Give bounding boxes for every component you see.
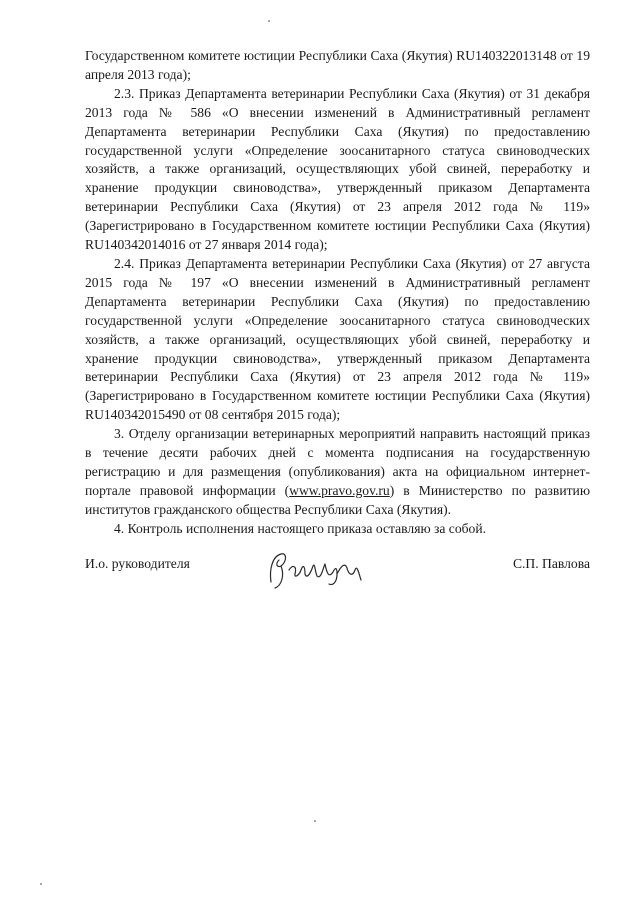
paragraph-3-text-after: ) в Министерство по развитию институтов гражданского общества Республики Саха (Якутия). bbox=[85, 482, 590, 517]
scan-speck bbox=[268, 20, 270, 22]
signature-block bbox=[85, 546, 590, 596]
pravo-link[interactable]: www.pravo.gov.ru bbox=[289, 482, 390, 498]
paragraph-2-3: 2.3. Приказ Департамента ветеринарии Республики Саха (Якутия) от 31 декабря 2013 года № 586 «О внесении изменений в Административный регламент Департамента ветеринарии Республики Саха (Якутия) по предоставлению государственной услуги «Определение зоосанитарного статуса свиноводческих хозяйств, а также организаций, осуществляющих убой свиней, переработку и хранение продукции свиноводства», утвержденный приказом Департамента ветеринарии Республики Саха (Якутия) от 23 апреля 2012 года № 119» (Зарегистрировано в Государственном комитете юстиции Республики Саха (Якутия) RU140342014016 от 27 января 2014 года); bbox=[85, 85, 590, 253]
document-body bbox=[85, 47, 590, 539]
handwritten-signature bbox=[263, 546, 373, 594]
scan-speck bbox=[40, 883, 42, 885]
paragraph-3-text-before: 3. Отделу организации ветеринарных мероприятий направить настоящий приказ в течение десяти рабочих дней с момента подписания на государственную регистрацию и для размещения (опубликования) акта на официальном интернет-портале правовой информации ( bbox=[85, 426, 590, 498]
scan-speck bbox=[314, 820, 316, 822]
signatory-role: И.о. руководителя bbox=[85, 556, 190, 571]
paragraph-2-4: 2.4. Приказ Департамента ветеринарии Республики Саха (Якутия) от 27 августа 2015 года № 197 «О внесении изменений в Административный регламент Департамента ветеринарии Республики Саха (Якутия) по предоставлению государственной услуги «Определение зоосанитарного статуса свиноводческих хозяйств, а также организаций, осуществляющих убой свиней, переработку и хранение продукции свиноводства», утвержденный приказом Департамента ветеринарии Республики Саха (Якутия) от 23 апреля 2012 года № 119» (Зарегистрировано в Государственном комитете юстиции Республики Саха (Якутия) RU140342015490 от 08 сентября 2015 года); bbox=[85, 255, 590, 423]
paragraph-continuation: Государственном комитете юстиции Республики Саха (Якутия) RU140322013148 от 19 апреля 2013 года); bbox=[85, 48, 590, 82]
paragraph-3 bbox=[85, 425, 590, 520]
paragraph-4: 4. Контроль исполнения настоящего приказа оставляю за собой. bbox=[114, 520, 487, 536]
signatory-name: С.П. Павлова bbox=[512, 556, 590, 571]
